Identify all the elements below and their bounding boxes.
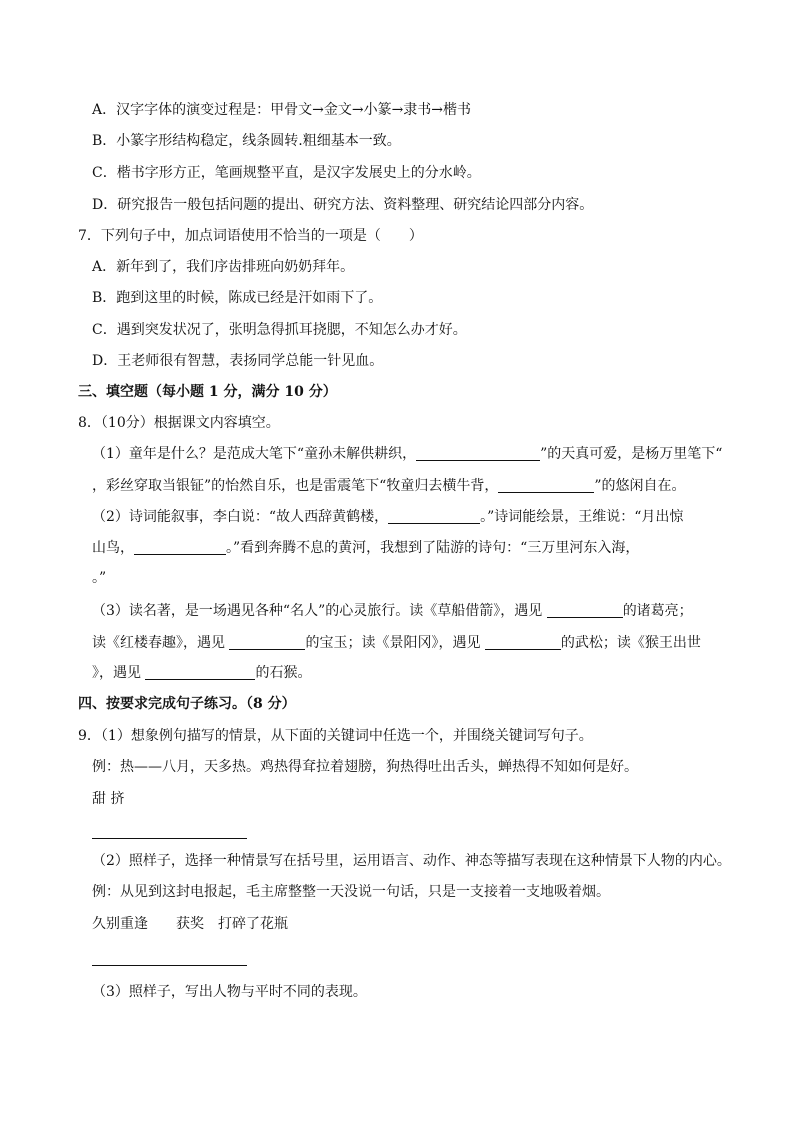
q9-keywords-1: 甜 挤 [92, 791, 125, 807]
q6-option-b: B．小篆字形结构稳定，线条圆转.粗细基本一致。 [92, 133, 401, 149]
q7-option-a: A．新年到了，我们序齿排班向奶奶拜年。 [92, 259, 355, 275]
q7-option-b: B．跑到这里的时候，陈成已经是汗如雨下了。 [92, 290, 383, 306]
q8-text: ”的天真可爱，是杨万里笔下“ [540, 446, 723, 462]
q8-part2-line2 [92, 539, 639, 557]
q8-text: 山鸟， [92, 540, 134, 556]
q8-text: ，彩丝穿取当银钲”的怡然自乐，也是雷震笔下“牧童归去横牛背， [92, 478, 499, 494]
q6-option-d: D．研究报告一般包括问题的提出、研究方法、资料整理、研究结论四部分内容。 [92, 197, 594, 213]
fill-blank[interactable] [388, 509, 480, 524]
q8-text: 读《红楼春趣》，遇见 [92, 635, 225, 651]
fill-blank[interactable] [134, 540, 226, 555]
answer-line[interactable] [92, 838, 247, 839]
section-3-title: 三、填空题（每小题 1 分，满分 10 分） [78, 384, 337, 400]
q6-option-a: A．汉字字体的演变过程是：甲骨文→金文→小篆→隶书→楷书 [92, 102, 472, 118]
q8-part1-line2 [92, 477, 686, 495]
q8-text: （1）童年是什么？是范成大笔下“童孙未解供耕织， [92, 446, 417, 462]
answer-line[interactable] [92, 965, 247, 966]
q9-part3: （3）照样子，写出人物与平时不同的表现。 [92, 984, 367, 1000]
q8-text: 的宝玉；读《景阳冈》，遇见 [305, 635, 481, 651]
q9-example-1: 例：热——八月，天多热。鸡热得耷拉着翅膀，狗热得吐出舌头，蝉热得不知如何是好。 [92, 759, 638, 775]
q8-part3-line1 [92, 602, 693, 620]
q8-text: 。”诗词能绘景，王维说：“月出惊 [480, 509, 684, 525]
q8-text: 。”看到奔腾不息的黄河，我想到了陆游的诗句：“三万里河东入海， [226, 540, 640, 556]
q8-stem: 8．（10分）根据课文内容填空。 [78, 415, 280, 431]
q8-part3-line3 [92, 664, 311, 682]
q9-part2: （2）照样子，选择一种情景写在括号里，运用语言、动作、神态等描写表现在这种情景下人物的内心。 [92, 853, 731, 869]
q7-stem: 7．下列句子中，加点词语使用不恰当的一项是（ ） [78, 228, 423, 244]
q7-option-d: D．王老师很有智慧，表扬同学总能一针见血。 [92, 353, 384, 369]
q8-part2-line3: 。” [92, 570, 107, 586]
fill-blank[interactable] [547, 603, 623, 618]
q8-part2-line1 [92, 508, 683, 526]
q8-text: （3）读名著，是一场遇见各种“名人”的心灵旅行。读《草船借箭》，遇见 [92, 603, 543, 619]
q8-text: 》，遇见 [92, 665, 141, 681]
q7-option-c: C．遇到突发状况了，张明急得抓耳挠腮，不知怎么办才好。 [92, 322, 467, 338]
fill-blank[interactable] [485, 635, 561, 650]
q9-example-2: 例：从见到这封电报起，毛主席整整一天没说一句话，只是一支接着一支地吸着烟。 [92, 884, 610, 900]
q6-option-c: C．楷书字形方正，笔画规整平直，是汉字发展史上的分水岭。 [92, 165, 481, 181]
section-4-title: 四、按要求完成句子练习。（8 分） [78, 696, 296, 712]
q8-text: ”的悠闲自在。 [594, 478, 686, 494]
fill-blank[interactable] [416, 446, 540, 461]
q8-text: （2）诗词能叙事，李白说：“故人西辞黄鹤楼， [92, 509, 389, 525]
q9-part1: 9．（1）想象例句描写的情景，从下面的关键词中任选一个，并围绕关键词写句子。 [78, 728, 593, 744]
q9-keywords-2: 久别重逢 获奖 打碎了花瓶 [92, 916, 288, 932]
q8-text: 的武松；读《猴王出世 [560, 635, 701, 651]
q8-part1-line1 [92, 445, 722, 463]
fill-blank[interactable] [145, 665, 255, 680]
q8-text: 的石猴。 [255, 665, 312, 681]
q8-part3-line2 [92, 634, 701, 652]
fill-blank[interactable] [498, 478, 594, 493]
fill-blank[interactable] [229, 635, 305, 650]
q8-text: 的诸葛亮； [622, 603, 693, 619]
